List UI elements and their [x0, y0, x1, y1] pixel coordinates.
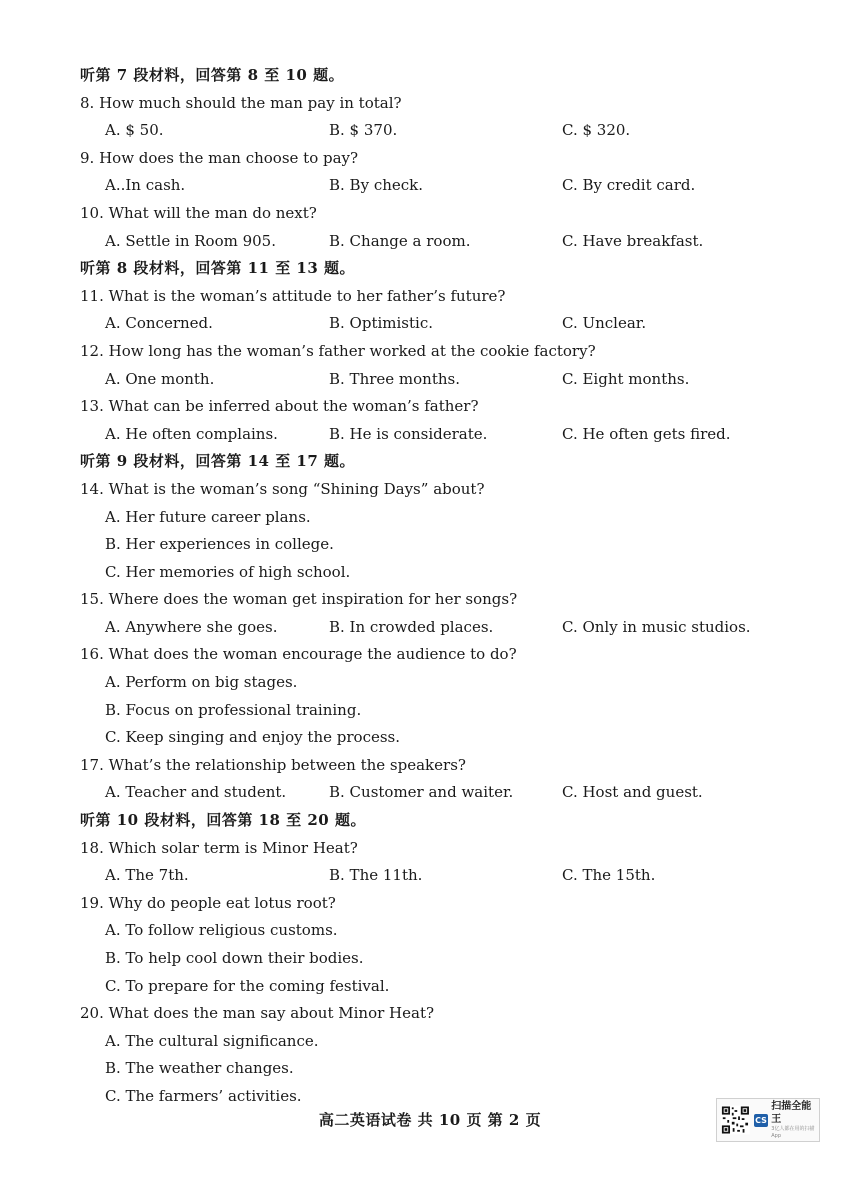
option-a: A. Anywhere she goes. — [105, 617, 278, 636]
options-row — [80, 228, 800, 256]
option-a: A. He often complains. — [105, 424, 278, 443]
question-stem: 12. How long has the woman’s father worked at the cookie factory? — [80, 341, 596, 360]
option-b: B. Change a room. — [329, 231, 471, 250]
scanner-title: 扫描全能王 — [771, 1101, 812, 1125]
option-b: B. The 11th. — [329, 866, 423, 885]
option-b: B. He is considerate. — [329, 424, 488, 443]
question-stem: 20. What does the man say about Minor Heat? — [80, 1004, 435, 1023]
option-c: C. The 15th. — [562, 866, 656, 885]
question-stem: 13. What can be inferred about the woman’s father? — [80, 397, 479, 416]
option-a: A. Perform on big stages. — [105, 673, 298, 692]
scanner-subtitle: 3亿人都在用的扫描App — [771, 1126, 815, 1139]
question-stem: 19. Why do people eat lotus root? — [80, 893, 336, 912]
option-a: A..In cash. — [105, 176, 186, 195]
options-row — [80, 421, 800, 449]
section-heading: 听第 9 段材料，回答第 14 至 17 题。 — [80, 452, 356, 471]
option-a: A. Settle in Room 905. — [105, 231, 276, 250]
option-b: B. The weather changes. — [105, 1059, 294, 1078]
option-c: C. Have breakfast. — [562, 231, 704, 250]
option-b: B. Her experiences in college. — [105, 535, 334, 554]
option-a: A. Her future career plans. — [105, 507, 311, 526]
option-c: C. Eight months. — [562, 369, 690, 388]
option-a: A. Concerned. — [105, 314, 213, 333]
question-stem: 16. What does the woman encourage the audience to do? — [80, 645, 517, 664]
options-row — [80, 172, 800, 200]
option-c: C. $ 320. — [562, 121, 631, 140]
section-heading: 听第 7 段材料，回答第 8 至 10 题。 — [80, 66, 345, 84]
question-stem: 17. What’s the relationship between the speakers? — [80, 755, 466, 774]
option-b: B. Three months. — [329, 369, 460, 388]
option-c: C. To prepare for the coming festival. — [105, 976, 390, 995]
question-stem: 9. How does the man choose to pay? — [80, 148, 359, 167]
scanner-watermark — [716, 1098, 820, 1142]
option-b: B. In crowded places. — [329, 617, 494, 636]
options-row — [80, 779, 800, 807]
option-b: B. To help cool down their bodies. — [105, 949, 364, 967]
option-c: C. The farmers’ activities. — [105, 1086, 302, 1105]
question-content — [80, 62, 800, 1111]
option-b: B. By check. — [329, 176, 424, 195]
question-stem: 10. What will the man do next? — [80, 203, 317, 222]
option-c: C. Keep singing and enjoy the process. — [105, 728, 401, 747]
option-c: C. Unclear. — [562, 314, 647, 333]
scanner-text — [771, 1100, 819, 1140]
question-stem: 11. What is the woman’s attitude to her father’s future? — [80, 286, 506, 305]
option-c: C. Her memories of high school. — [105, 562, 351, 581]
option-a: A. The cultural significance. — [105, 1031, 319, 1050]
question-stem: 18. Which solar term is Minor Heat? — [80, 838, 358, 857]
camscanner-logo-icon: CS — [755, 1115, 767, 1125]
option-b: B. Customer and waiter. — [329, 783, 514, 802]
option-a: A. The 7th. — [105, 866, 189, 885]
option-c: C. Host and guest. — [562, 783, 703, 802]
section-heading: 听第 8 段材料，回答第 11 至 13 题。 — [80, 259, 356, 278]
options-row — [80, 117, 800, 145]
question-stem: 15. Where does the woman get inspiration for her songs? — [80, 590, 518, 609]
section-heading: 听第 10 段材料，回答第 18 至 20 题。 — [80, 811, 366, 830]
option-b: B. Optimistic. — [329, 314, 433, 333]
option-c: C. By credit card. — [562, 176, 696, 195]
option-c: C. Only in music studios. — [562, 617, 751, 636]
question-stem: 8. How much should the man pay in total? — [80, 93, 402, 112]
options-row — [80, 614, 800, 642]
options-row — [80, 862, 800, 890]
option-a: A. To follow religious customs. — [105, 921, 338, 940]
qr-code-icon — [721, 1104, 750, 1136]
option-b: B. Focus on professional training. — [105, 700, 362, 719]
options-row — [80, 310, 800, 338]
option-c: C. He often gets fired. — [562, 424, 731, 443]
question-stem: 14. What is the woman’s song “Shining Days” about? — [80, 479, 485, 498]
options-row — [80, 366, 800, 394]
option-a: A. $ 50. — [105, 121, 164, 140]
page-footer: 高二英语试卷 共 10 页 第 2 页 — [318, 1111, 542, 1129]
option-a: A. One month. — [105, 369, 215, 388]
option-a: A. Teacher and student. — [105, 783, 287, 802]
option-b: B. $ 370. — [329, 121, 398, 140]
